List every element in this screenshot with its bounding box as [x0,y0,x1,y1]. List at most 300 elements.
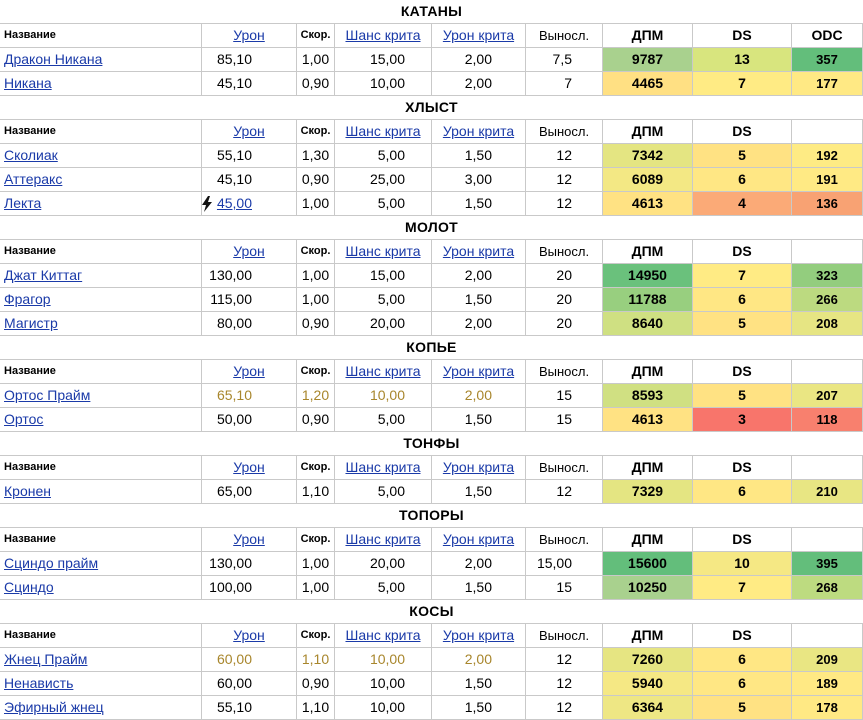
crit-chance-value: 15,00 [369,267,405,283]
header-dpm: ДПМ [603,528,693,552]
ds-cell [693,408,792,432]
odc-cell [792,696,863,720]
dpm-cell [603,576,693,600]
odc-cell [792,192,863,216]
stamina-cell [526,384,603,408]
crit-chance-value: 5,00 [377,195,405,211]
damage-cell [202,144,297,168]
header-stamina: Выносл. [526,120,603,144]
ds-value: 6 [738,291,746,307]
damage-value[interactable]: 45,00 [216,195,252,211]
header-crit-chance[interactable] [335,624,432,648]
dpm-cell [603,384,693,408]
damage-cell [202,696,297,720]
header-damage-link[interactable]: Урон [233,531,265,547]
name-cell[interactable] [0,384,202,408]
stamina-value: 12 [556,675,572,691]
crit-damage-value: 1,50 [464,291,492,307]
odc-cell [792,144,863,168]
header-crit-damage[interactable] [432,456,526,480]
ds-cell [693,312,792,336]
header-damage[interactable] [202,456,297,480]
ds-cell [693,672,792,696]
odc-value: 268 [816,580,838,595]
header-crit-chance[interactable] [335,24,432,48]
ds-cell [693,264,792,288]
dpm-value: 7260 [631,651,664,667]
dpm-cell [603,408,693,432]
header-damage-link[interactable]: Урон [233,459,265,475]
speed-cell [297,144,335,168]
header-crit-chance-link[interactable]: Шанс крита [345,459,421,475]
crit-chance-value: 5,00 [377,411,405,427]
header-damage-link[interactable]: Урон [233,627,265,643]
crit-damage-value: 1,50 [464,483,492,499]
header-crit-damage[interactable] [432,120,526,144]
dpm-value: 6364 [631,699,664,715]
ds-cell [693,168,792,192]
crit-damage-value: 3,00 [464,171,492,187]
crit-damage-value: 1,50 [464,147,492,163]
odc-cell [792,48,863,72]
dpm-cell [603,48,693,72]
name-cell[interactable] [0,672,202,696]
speed-value: 1,10 [301,483,330,499]
header-ds: DS [693,360,792,384]
crit-chance-value: 15,00 [369,51,405,67]
dpm-cell [603,672,693,696]
stamina-cell [526,192,603,216]
crit-chance-cell [335,48,432,72]
header-crit-damage-link[interactable]: Урон крита [442,123,515,139]
header-name: Название [0,624,202,648]
header-crit-chance-link[interactable]: Шанс крита [345,363,421,379]
header-ds: DS [693,528,792,552]
ds-value: 6 [738,483,746,499]
name-cell[interactable] [0,144,202,168]
ds-cell [693,288,792,312]
ds-cell [693,696,792,720]
header-dpm: ДПМ [603,456,693,480]
header-damage-link[interactable]: Урон [233,27,265,43]
crit-chance-cell [335,576,432,600]
header-crit-chance-link[interactable]: Шанс крита [345,243,421,259]
header-stamina: Выносл. [526,24,603,48]
stamina-value: 20 [556,267,572,283]
header-crit-chance-link[interactable]: Шанс крита [345,123,421,139]
table-row [0,312,863,336]
odc-value: 189 [816,676,838,691]
stamina-cell [526,48,603,72]
weapon-name-link[interactable]: Кронен [4,483,51,499]
ds-value: 6 [738,651,746,667]
damage-cell [202,48,297,72]
crit-chance-cell [335,408,432,432]
crit-damage-cell [432,648,526,672]
odc-value: 266 [816,292,838,307]
header-cell-empty [792,360,863,384]
speed-value: 0,90 [301,171,330,187]
header-dpm: ДПМ [603,240,693,264]
odc-value: 207 [816,388,838,403]
odc-cell [792,576,863,600]
ds-cell [693,480,792,504]
stamina-cell [526,144,603,168]
name-cell[interactable] [0,408,202,432]
header-damage[interactable] [202,24,297,48]
stamina-value: 15,00 [536,555,572,571]
name-cell[interactable] [0,312,202,336]
header-dpm: ДПМ [603,360,693,384]
speed-value: 1,00 [301,51,330,67]
crit-chance-cell [335,552,432,576]
damage-cell [202,312,297,336]
table-row [0,288,863,312]
header-crit-damage[interactable] [432,240,526,264]
weapon-name-link[interactable]: Фрагор [4,291,51,307]
odc-value: 118 [816,412,838,427]
stamina-cell [526,408,603,432]
header-crit-damage-link[interactable]: Урон крита [442,627,515,643]
crit-chance-cell [335,168,432,192]
speed-cell [297,696,335,720]
crit-chance-value: 10,00 [369,699,405,715]
weapon-name-link[interactable]: Ортос [4,411,44,427]
crit-chance-value: 10,00 [369,651,405,667]
odc-cell [792,264,863,288]
crit-damage-cell [432,288,526,312]
name-cell[interactable] [0,552,202,576]
dpm-value: 9787 [631,51,664,67]
header-damage[interactable] [202,120,297,144]
weapon-name-link[interactable]: Магистр [4,315,58,331]
odc-cell [792,312,863,336]
stamina-value: 15 [556,387,572,403]
header-cell-empty [792,240,863,264]
speed-cell [297,72,335,96]
weapon-name-link[interactable]: Ортос Прайм [4,387,91,403]
weapon-name-link[interactable]: Сколиак [4,147,58,163]
header-crit-damage-link[interactable]: Урон крита [442,243,515,259]
table-row [0,72,863,96]
crit-chance-cell [335,144,432,168]
crit-damage-cell [432,192,526,216]
speed-value: 1,00 [301,291,330,307]
speed-cell [297,264,335,288]
header-damage-link[interactable]: Урон [233,123,265,139]
crit-chance-cell [335,192,432,216]
weapon-name-link[interactable]: Аттеракс [4,171,63,187]
weapon-name-link[interactable]: Ненависть [4,675,74,691]
name-cell[interactable] [0,72,202,96]
section-title: МОЛОТ [0,216,863,240]
ds-cell [693,72,792,96]
ds-cell [693,48,792,72]
speed-value: 0,90 [301,75,330,91]
dpm-value: 15600 [628,555,667,571]
header-dpm: ДПМ [603,624,693,648]
damage-cell [202,168,297,192]
name-cell[interactable] [0,576,202,600]
ds-value: 5 [738,699,746,715]
speed-value: 1,00 [301,579,330,595]
table-row [0,168,863,192]
crit-damage-value: 2,00 [464,555,492,571]
ds-cell [693,576,792,600]
header-name: Название [0,456,202,480]
damage-value: 130,00 [209,267,252,283]
stamina-value: 12 [556,651,572,667]
crit-damage-value: 2,00 [464,267,492,283]
damage-value: 115,00 [210,291,252,307]
odc-value: 136 [816,196,838,211]
stamina-cell [526,576,603,600]
damage-cell [202,288,297,312]
table-row [0,696,863,720]
name-cell[interactable] [0,192,202,216]
odc-value: 395 [816,556,838,571]
header-crit-chance-link[interactable]: Шанс крита [345,627,421,643]
stamina-cell [526,696,603,720]
stamina-cell [526,312,603,336]
odc-value: 209 [816,652,838,667]
dpm-value: 4613 [631,411,664,427]
odc-cell [792,168,863,192]
name-cell[interactable] [0,480,202,504]
header-crit-damage[interactable] [432,624,526,648]
dpm-cell [603,264,693,288]
name-cell[interactable] [0,168,202,192]
header-damage[interactable] [202,528,297,552]
damage-value: 55,10 [216,147,252,163]
weapon-name-link[interactable]: Жнец Прайм [4,651,88,667]
weapon-name-link[interactable]: Эфирный жнец [4,699,104,715]
damage-cell [202,72,297,96]
odc-cell [792,552,863,576]
odc-cell [792,480,863,504]
header-speed: Скор. [297,240,335,264]
ds-cell [693,552,792,576]
table-row [0,408,863,432]
weapon-name-link[interactable]: Сциндо [4,579,54,595]
crit-damage-cell [432,408,526,432]
crit-chance-value: 20,00 [369,315,405,331]
ds-value: 7 [738,75,746,91]
speed-cell [297,672,335,696]
stamina-value: 20 [556,315,572,331]
header-damage-link[interactable]: Урон [233,243,265,259]
weapon-name-link[interactable]: Джат Киттаг [4,267,83,283]
header-damage[interactable] [202,360,297,384]
damage-value: 60,00 [216,651,252,667]
header-stamina: Выносл. [526,624,603,648]
crit-damage-cell [432,48,526,72]
stamina-cell [526,480,603,504]
header-crit-chance[interactable] [335,456,432,480]
speed-value: 1,00 [301,555,330,571]
name-cell[interactable] [0,288,202,312]
header-crit-chance-link[interactable]: Шанс крита [345,27,421,43]
stamina-cell [526,72,603,96]
ds-value: 5 [738,315,746,331]
damage-value: 50,00 [216,411,252,427]
section-title: КОПЬЕ [0,336,863,360]
stamina-value: 12 [556,171,572,187]
header-stamina: Выносл. [526,360,603,384]
header-crit-chance[interactable] [335,360,432,384]
crit-damage-cell [432,384,526,408]
table-row [0,384,863,408]
odc-value: 191 [816,172,838,187]
stamina-value: 7,5 [552,51,572,67]
header-cell-empty [792,528,863,552]
speed-value: 1,30 [301,147,330,163]
crit-damage-value: 1,50 [464,411,492,427]
weapon-name-link[interactable]: Никана [4,75,52,91]
table-row [0,192,863,216]
header-crit-damage[interactable] [432,360,526,384]
header-cell-empty [792,120,863,144]
speed-cell [297,408,335,432]
speed-cell [297,168,335,192]
odc-value: 192 [816,148,838,163]
ds-value: 7 [738,267,746,283]
name-cell[interactable] [0,696,202,720]
crit-chance-cell [335,480,432,504]
damage-value: 65,00 [216,483,252,499]
damage-value: 55,10 [216,699,252,715]
header-crit-damage-link[interactable]: Урон крита [442,27,515,43]
dpm-value: 6089 [631,171,664,187]
dpm-value: 14950 [628,267,667,283]
speed-value: 1,10 [301,699,330,715]
stamina-cell [526,288,603,312]
dpm-value: 10250 [628,579,667,595]
ds-value: 4 [738,195,746,211]
damage-cell [202,192,297,216]
stamina-value: 12 [556,147,572,163]
speed-cell [297,648,335,672]
table-row [0,480,863,504]
dpm-value: 4613 [631,195,664,211]
header-speed: Скор. [297,24,335,48]
header-crit-chance[interactable] [335,240,432,264]
crit-chance-value: 10,00 [369,675,405,691]
stamina-value: 15 [556,411,572,427]
stamina-value: 12 [556,483,572,499]
header-ds: DS [693,120,792,144]
odc-cell [792,72,863,96]
odc-value: 177 [816,76,838,91]
stamina-value: 7 [564,75,572,91]
section-title: КОСЫ [0,600,863,624]
header-crit-chance-link[interactable]: Шанс крита [345,531,421,547]
dpm-value: 11788 [628,291,667,307]
weapon-name-link[interactable]: Дракон Никана [4,51,103,67]
section-title: ХЛЫСТ [0,96,863,120]
stamina-value: 20 [556,291,572,307]
crit-chance-cell [335,384,432,408]
name-cell[interactable] [0,48,202,72]
speed-value: 0,90 [301,675,330,691]
speed-value: 0,90 [301,315,330,331]
header-crit-chance[interactable] [335,528,432,552]
crit-damage-cell [432,264,526,288]
damage-cell [202,264,297,288]
crit-damage-value: 2,00 [464,75,492,91]
header-crit-damage-link[interactable]: Урон крита [442,459,515,475]
header-crit-damage[interactable] [432,528,526,552]
header-cell-empty [792,456,863,480]
header-damage-link[interactable]: Урон [233,363,265,379]
header-name: Название [0,24,202,48]
header-speed: Скор. [297,360,335,384]
header-ds: DS [693,24,792,48]
header-speed: Скор. [297,120,335,144]
speed-cell [297,48,335,72]
speed-value: 1,20 [301,387,330,403]
crit-chance-cell [335,672,432,696]
header-crit-damage-link[interactable]: Урон крита [442,363,515,379]
crit-damage-cell [432,672,526,696]
stamina-value: 12 [556,699,572,715]
damage-cell [202,648,297,672]
weapon-name-link[interactable]: Сциндо прайм [4,555,99,571]
damage-cell [202,672,297,696]
header-speed: Скор. [297,624,335,648]
speed-value: 1,00 [301,195,330,211]
crit-damage-cell [432,552,526,576]
header-stamina: Выносл. [526,456,603,480]
damage-cell [202,576,297,600]
ds-cell [693,144,792,168]
header-name: Название [0,360,202,384]
weapon-name-link[interactable]: Лекта [4,195,42,211]
damage-value: 65,10 [216,387,252,403]
odc-value: 357 [816,52,838,67]
name-cell[interactable] [0,648,202,672]
dpm-cell [603,288,693,312]
name-cell[interactable] [0,264,202,288]
speed-cell [297,384,335,408]
speed-cell [297,552,335,576]
header-name: Название [0,120,202,144]
header-damage[interactable] [202,624,297,648]
table-row [0,264,863,288]
header-dpm: ДПМ [603,120,693,144]
dpm-cell [603,312,693,336]
ds-value: 5 [738,387,746,403]
header-crit-chance[interactable] [335,120,432,144]
crit-damage-cell [432,312,526,336]
crit-chance-value: 20,00 [369,555,405,571]
dpm-value: 8593 [631,387,664,403]
odc-cell [792,408,863,432]
odc-value: 210 [816,484,838,499]
header-damage[interactable] [202,240,297,264]
header-crit-damage[interactable] [432,24,526,48]
ds-value: 6 [738,675,746,691]
header-ds: DS [693,624,792,648]
stamina-cell [526,168,603,192]
damage-value: 100,00 [209,579,252,595]
crit-chance-cell [335,72,432,96]
dpm-cell [603,72,693,96]
header-stamina: Выносл. [526,240,603,264]
header-crit-damage-link[interactable]: Урон крита [442,531,515,547]
crit-damage-cell [432,576,526,600]
speed-value: 1,10 [301,651,330,667]
